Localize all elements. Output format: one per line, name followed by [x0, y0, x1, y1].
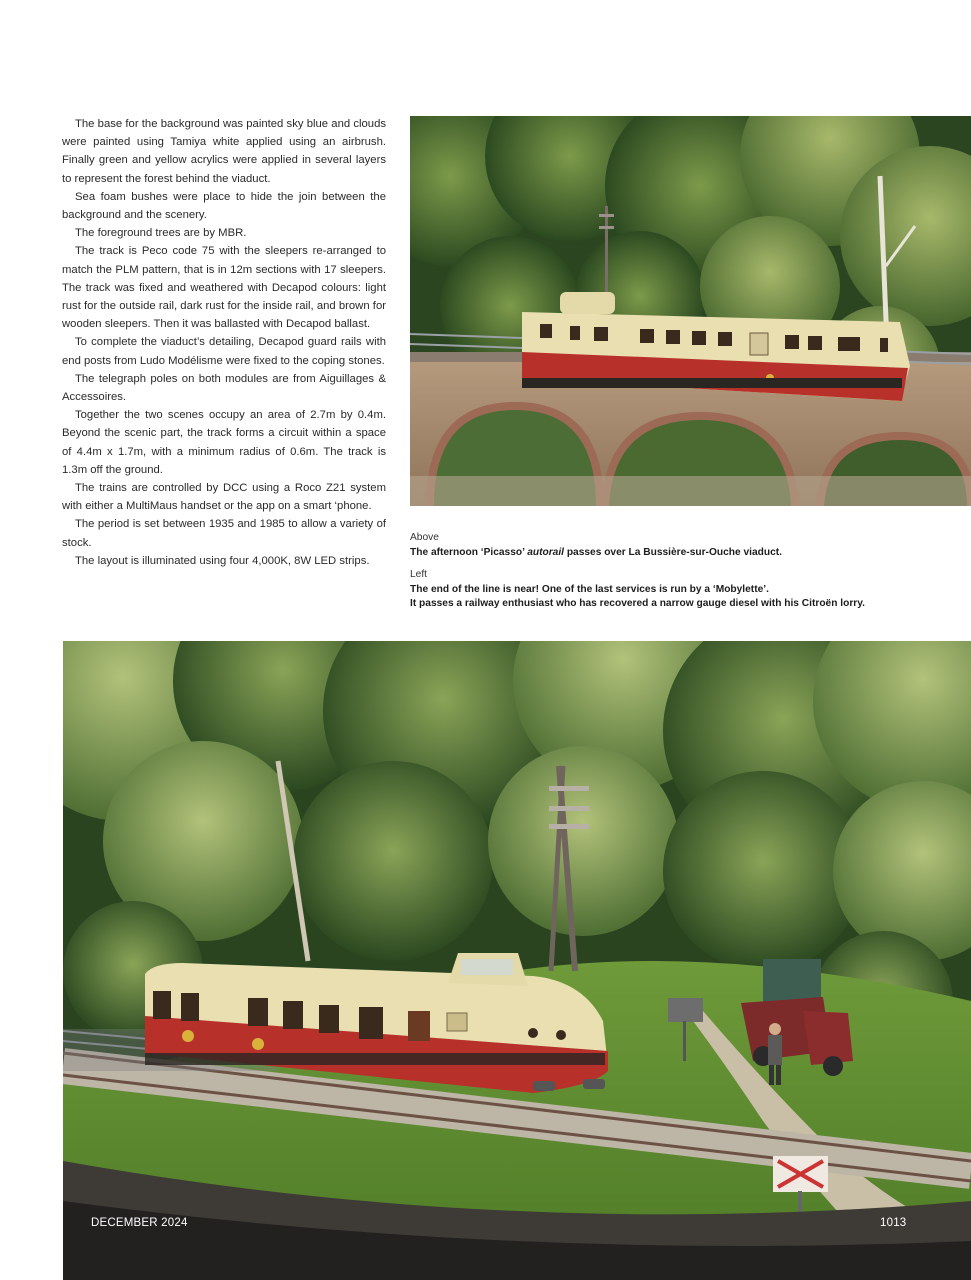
viaduct-scene — [410, 116, 971, 506]
caption-above-text — [410, 546, 971, 561]
issue-date: DECEMBER 2024 — [91, 1217, 188, 1229]
mobylette-photo — [63, 641, 971, 1280]
caption-above-text-start: The afternoon ‘Picasso’ — [410, 546, 528, 558]
viaduct-photo — [410, 116, 971, 506]
paragraph: The period is set between 1935 and 1985 to allow a variety of stock. — [62, 518, 386, 549]
caption-left-line1: The end of the line is near! One of the last services is run by a ‘Mobylette’. — [410, 583, 769, 595]
paragraph: The trains are controlled by DCC using a Roco Z21 system with either a MultiMaus handset or the app on a smart ‘phone. — [62, 482, 386, 513]
caption-above-text-italic: autorail — [527, 546, 564, 558]
paragraph: The layout is illuminated using four 4,000K, 8W LED strips. — [75, 554, 370, 567]
paragraph: The telegraph poles on both modules are from Aiguillages & Accessoires. — [62, 372, 386, 404]
caption-above-text-end: passes over La Bussière-sur-Ouche viaduct. — [563, 546, 782, 558]
caption-left-label: Left — [410, 569, 427, 580]
paragraph: The track is Peco code 75 with the sleepers re-arranged to match the PLM pattern, that is in 12m sections with 17 sleepers. The track was fixed and weathered with Decapod colours: light rust for the outside rail, dark rust for the inside rail, and brown for wooden sleepers. Then it was ballasted with Decapod ballast. — [62, 245, 386, 331]
mobylette-scene — [63, 641, 971, 1280]
photo-captions — [410, 531, 971, 618]
caption-above — [410, 531, 971, 560]
caption-left — [410, 568, 971, 612]
paragraph: Together the two scenes occupy an area of 2.7m by 0.4m. Beyond the scenic part, the track forms a circuit within a space of 4.4m x 1.7m, with a minimum radius of 0.6m. The track is 1.3m off the ground. — [62, 409, 386, 476]
paragraph: The base for the background was painted sky blue and clouds were painted using Tamiya white applied using an airbrush. Finally green and yellow acrylics were applied in several layers to represent the forest behind the viaduct. — [62, 118, 386, 185]
caption-left-line2: It passes a railway enthusiast who has recovered a narrow gauge diesel with his Citroën lorry. — [410, 598, 865, 609]
paragraph: Sea foam bushes were place to hide the join between the background and the scenery. — [62, 190, 386, 222]
article-body — [62, 115, 386, 570]
caption-above-label: Above — [410, 532, 439, 543]
paragraph: To complete the viaduct’s detailing, Decapod guard rails with end posts from Ludo Modélisme were fixed to the coping stones. — [62, 336, 386, 367]
page-number: 1013 — [880, 1217, 907, 1229]
paragraph: The foreground trees are by MBR. — [75, 227, 247, 240]
